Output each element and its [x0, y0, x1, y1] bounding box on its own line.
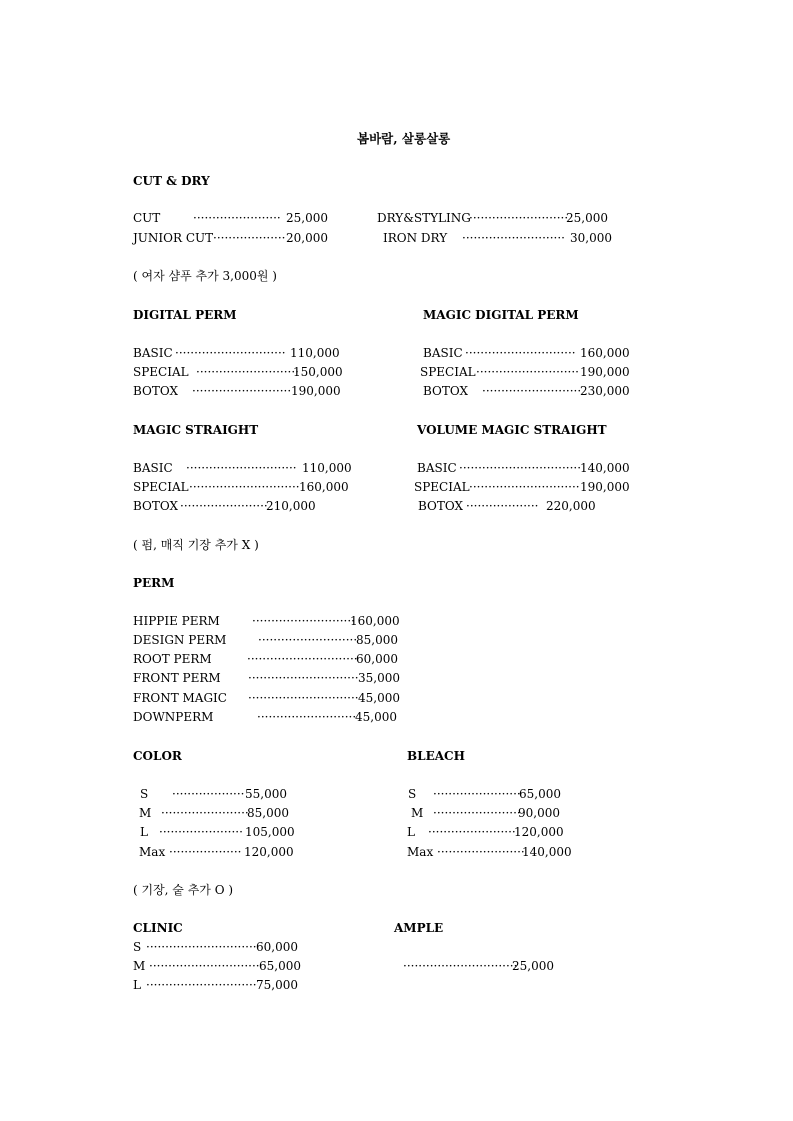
dry-styling-dots: ·························· — [469, 211, 569, 225]
bleach-l-price: 120,000 — [514, 825, 564, 839]
hippie-perm-name: HIPPIE PERM — [133, 614, 220, 628]
iron-dry-name: IRON DRY — [383, 231, 448, 245]
magic-straight-basic-name: BASIC — [133, 461, 173, 475]
digital-perm-botox-dots: ·························· — [192, 384, 292, 398]
clinic-s-dots: ····························· — [146, 940, 257, 954]
volume-botox-dots: ··················· — [466, 499, 539, 513]
bleach-m-dots: ······················· — [433, 806, 521, 820]
volume-basic-dots: ································ — [459, 461, 582, 475]
magic-straight-heading: MAGIC STRAIGHT — [133, 423, 259, 437]
downperm-name: DOWNPERM — [133, 710, 214, 724]
bleach-m-price: 90,000 — [518, 806, 560, 820]
volume-magic-straight-heading: VOLUME MAGIC STRAIGHT — [417, 423, 607, 437]
digital-perm-basic-dots: ····························· — [175, 346, 286, 360]
perm-magic-note: ( 펌, 매직 기장 추가 X ) — [133, 538, 259, 552]
bleach-l-name: L — [407, 825, 415, 839]
iron-dry-price: 30,000 — [570, 231, 612, 245]
volume-basic-name: BASIC — [417, 461, 457, 475]
digital-perm-heading: DIGITAL PERM — [133, 308, 237, 322]
design-perm-price: 85,000 — [356, 633, 398, 647]
root-perm-name: ROOT PERM — [133, 652, 212, 666]
bleach-heading: BLEACH — [407, 749, 465, 763]
dry-styling-price: 25,000 — [566, 211, 608, 225]
digital-perm-basic-name: BASIC — [133, 346, 173, 360]
magic-digital-botox-dots: ·························· — [482, 384, 582, 398]
volume-special-price: 190,000 — [580, 480, 630, 494]
cut-price: 25,000 — [286, 211, 328, 225]
magic-straight-special-dots: ····························· — [189, 480, 300, 494]
ample-dots: ······························ — [403, 959, 518, 973]
color-max-dots: ··················· — [169, 845, 242, 859]
color-l-price: 105,000 — [245, 825, 295, 839]
hippie-perm-dots: ··························· — [252, 614, 355, 628]
volume-botox-price: 220,000 — [546, 499, 596, 513]
color-m-dots: ······················· — [161, 806, 249, 820]
downperm-price: 45,000 — [355, 710, 397, 724]
volume-botox-name: BOTOX — [418, 499, 464, 513]
color-max-name: Max — [139, 845, 166, 859]
magic-straight-botox-name: BOTOX — [133, 499, 179, 513]
color-m-price: 85,000 — [247, 806, 289, 820]
design-perm-name: DESIGN PERM — [133, 633, 227, 647]
color-s-price: 55,000 — [245, 787, 287, 801]
clinic-heading: CLINIC — [133, 921, 183, 935]
clinic-l-price: 75,000 — [256, 978, 298, 992]
color-heading: COLOR — [133, 749, 182, 763]
bleach-m-name: M — [411, 806, 424, 820]
perm-heading: PERM — [133, 576, 175, 590]
bleach-s-price: 65,000 — [519, 787, 561, 801]
volume-special-name: SPECIAL — [414, 480, 470, 494]
page-title: 봄바람, 살롱살롱 — [357, 131, 451, 146]
magic-straight-botox-price: 210,000 — [266, 499, 316, 513]
junior-cut-name: JUNIOR CUT — [133, 231, 214, 245]
bleach-s-dots: ······················· — [433, 787, 521, 801]
clinic-s-name: S — [133, 940, 142, 954]
dry-styling-name: DRY&STYLING — [377, 211, 471, 225]
front-magic-name: FRONT MAGIC — [133, 691, 227, 705]
ample-heading: AMPLE — [394, 921, 444, 935]
iron-dry-dots: ··························· — [462, 231, 565, 245]
volume-basic-price: 140,000 — [580, 461, 630, 475]
color-l-dots: ······················ — [159, 825, 243, 839]
magic-digital-basic-dots: ····························· — [465, 346, 576, 360]
clinic-l-name: L — [133, 978, 141, 992]
front-perm-dots: ····························· — [248, 671, 359, 685]
magic-digital-perm-heading: MAGIC DIGITAL PERM — [423, 308, 579, 322]
downperm-dots: ·························· — [257, 710, 357, 724]
magic-straight-basic-dots: ····························· — [186, 461, 297, 475]
digital-perm-special-price: 150,000 — [293, 365, 343, 379]
cut-dots: ······················· — [193, 211, 281, 225]
cut-dry-heading: CUT & DRY — [133, 174, 210, 188]
clinic-m-price: 65,000 — [259, 959, 301, 973]
magic-digital-botox-name: BOTOX — [423, 384, 469, 398]
clinic-l-dots: ····························· — [146, 978, 257, 992]
magic-digital-basic-name: BASIC — [423, 346, 463, 360]
front-perm-name: FRONT PERM — [133, 671, 221, 685]
digital-perm-special-dots: ··························· — [196, 365, 299, 379]
magic-straight-special-name: SPECIAL — [133, 480, 189, 494]
digital-perm-botox-name: BOTOX — [133, 384, 179, 398]
color-l-name: L — [140, 825, 148, 839]
digital-perm-botox-price: 190,000 — [291, 384, 341, 398]
magic-digital-basic-price: 160,000 — [580, 346, 630, 360]
bleach-max-name: Max — [407, 845, 434, 859]
color-s-dots: ··················· — [172, 787, 245, 801]
bleach-s-name: S — [408, 787, 417, 801]
color-max-price: 120,000 — [244, 845, 294, 859]
magic-straight-basic-price: 110,000 — [302, 461, 352, 475]
bleach-l-dots: ······················· — [428, 825, 516, 839]
junior-cut-dots: ··················· — [213, 231, 286, 245]
cut-name: CUT — [133, 211, 161, 225]
junior-cut-price: 20,000 — [286, 231, 328, 245]
front-perm-price: 35,000 — [358, 671, 400, 685]
front-magic-price: 45,000 — [358, 691, 400, 705]
length-note: ( 기장, 숱 추가 O ) — [133, 883, 234, 897]
magic-digital-special-price: 190,000 — [580, 365, 630, 379]
bleach-max-price: 140,000 — [522, 845, 572, 859]
root-perm-dots: ····························· — [247, 652, 358, 666]
clinic-m-name: M — [133, 959, 146, 973]
color-m-name: M — [139, 806, 152, 820]
magic-digital-special-dots: ··························· — [476, 365, 579, 379]
magic-digital-botox-price: 230,000 — [580, 384, 630, 398]
magic-straight-botox-dots: ······················· — [180, 499, 268, 513]
digital-perm-basic-price: 110,000 — [290, 346, 340, 360]
color-s-name: S — [140, 787, 149, 801]
hippie-perm-price: 160,000 — [350, 614, 400, 628]
ample-price: 25,000 — [512, 959, 554, 973]
root-perm-price: 60,000 — [356, 652, 398, 666]
clinic-m-dots: ····························· — [149, 959, 260, 973]
digital-perm-special-name: SPECIAL — [133, 365, 189, 379]
magic-straight-special-price: 160,000 — [299, 480, 349, 494]
design-perm-dots: ·························· — [258, 633, 358, 647]
front-magic-dots: ····························· — [248, 691, 359, 705]
magic-digital-special-name: SPECIAL — [420, 365, 476, 379]
volume-special-dots: ····························· — [469, 480, 580, 494]
clinic-s-price: 60,000 — [256, 940, 298, 954]
bleach-max-dots: ······················· — [437, 845, 525, 859]
shampoo-note: ( 여자 샴푸 추가 3,000원 ) — [133, 269, 277, 283]
